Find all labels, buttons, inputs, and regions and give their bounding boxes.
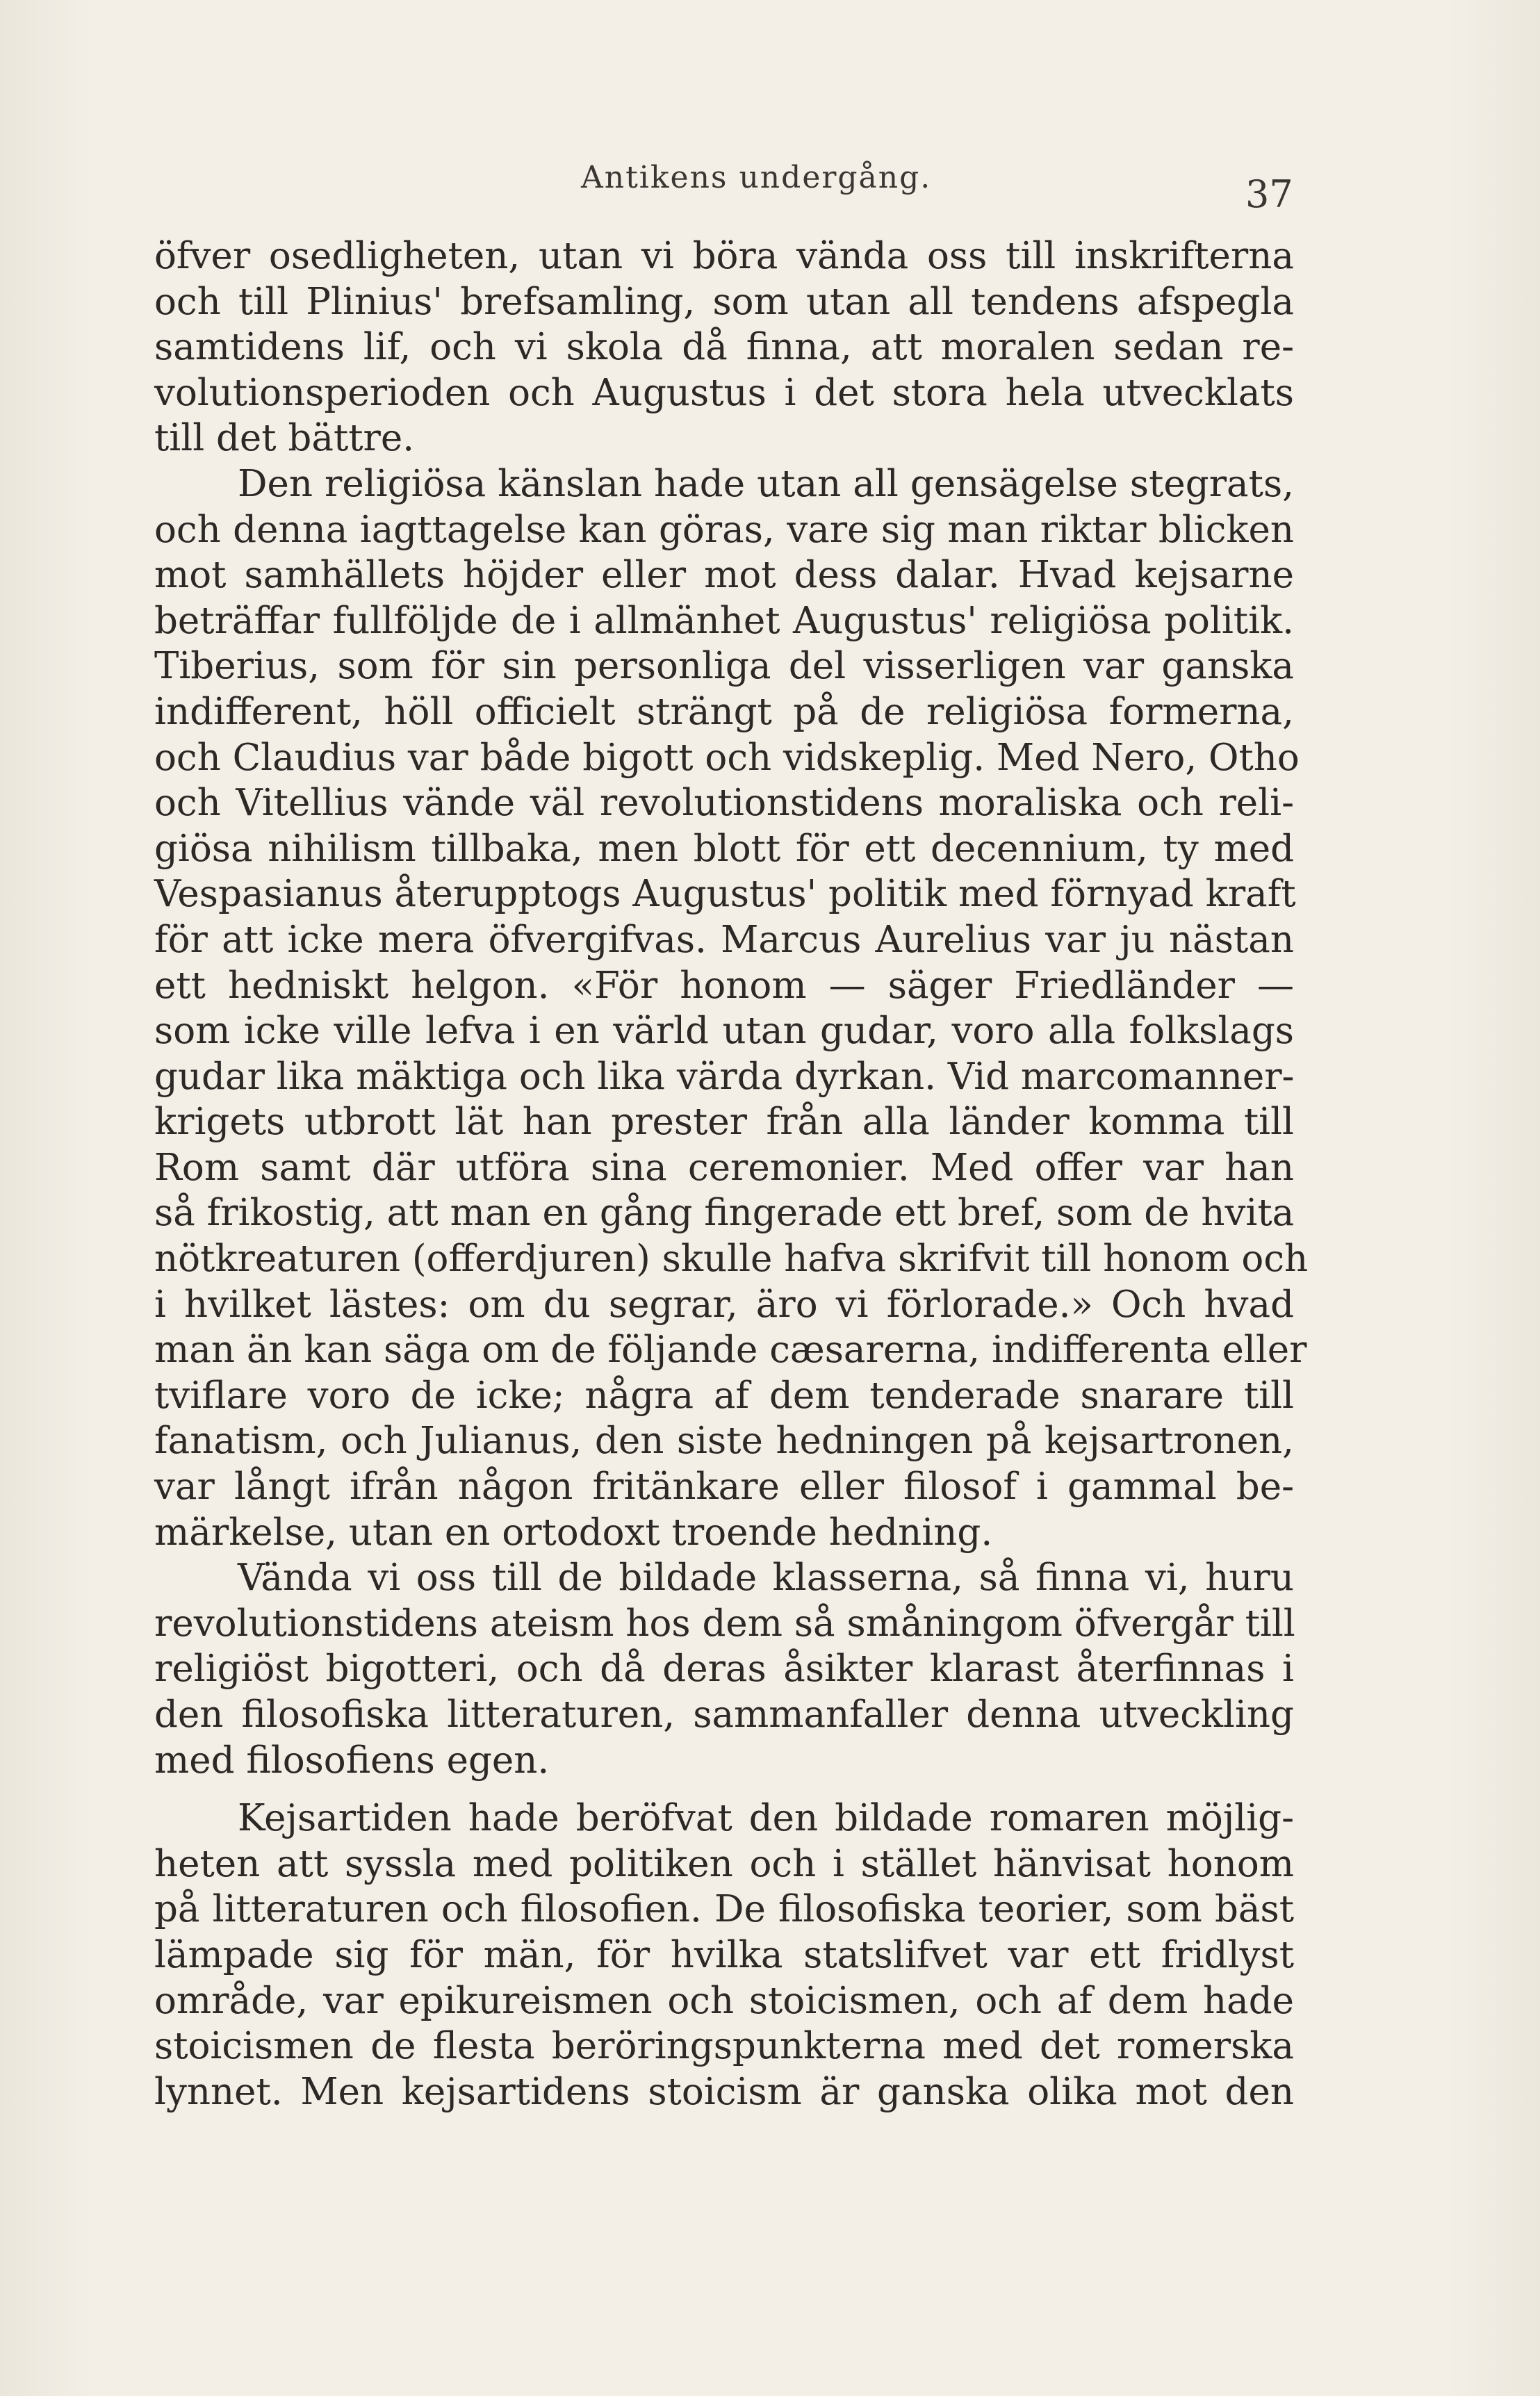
- text-line: så frikostig, att man en gång fingerade ett bref, som de hvita: [154, 1192, 1295, 1235]
- text-line: öfver osedligheten, utan vi böra vända oss till inskrifterna: [154, 235, 1294, 277]
- text-line: Den religiösa känslan hade utan all gensägelse stegrats,: [238, 462, 1294, 505]
- text-line: Tiberius, som för sin personliga del visserligen var ganska: [154, 645, 1294, 688]
- text-line: volutionsperioden och Augustus i det stora hela utvecklats: [154, 371, 1294, 414]
- text-line: giösa nihilism tillbaka, men blott för ett decennium, ty med: [154, 827, 1294, 870]
- text-line: Vända vi oss till de bildade klasserna, så finna vi, huru: [238, 1557, 1294, 1600]
- text-line: den filosofiska litteraturen, sammanfaller denna utveckling: [154, 1693, 1294, 1736]
- text-line: och Claudius var både bigott och vidskeplig. Med Nero, Otho: [154, 736, 1300, 779]
- text-line: man än kan säga om de följande cæsarerna, indifferenta eller: [154, 1329, 1307, 1372]
- text-line: tviflare voro de icke; några af dem tenderade snarare till: [154, 1374, 1294, 1417]
- text-line: och till Plinius' brefsamling, som utan all tendens afspegla: [154, 280, 1294, 323]
- text-line: och Vitellius vände väl revolutionstidens moraliska och reli-: [154, 782, 1294, 825]
- text-line: område, var epikureismen och stoicismen, och af dem hade: [154, 1979, 1294, 2022]
- text-line: krigets utbrott lät han prester från alla länder komma till: [154, 1101, 1294, 1144]
- text-line: för att icke mera öfvergifvas. Marcus Aurelius var ju nästan: [154, 918, 1294, 961]
- paragraph: [154, 1796, 1294, 2115]
- text-line: på litteraturen och filosofien. De filosofiska teorier, som bäst: [154, 1888, 1294, 1931]
- paragraph: [154, 461, 1309, 1555]
- text-line: stoicismen de flesta beröringspunkterna med det romerska: [154, 2025, 1294, 2068]
- body-text: [154, 233, 1309, 2115]
- text-line: mot samhällets höjder eller mot dess dalar. Hvad kejsarne: [154, 554, 1294, 597]
- text-line: fanatism, och Julianus, den siste hedningen på kejsartronen,: [154, 1420, 1294, 1463]
- text-line: till det bättre.: [154, 417, 415, 460]
- text-line: lämpade sig för män, för hvilka statslifvet var ett fridlyst: [154, 1933, 1294, 1976]
- text-line: samtidens lif, och vi skola då finna, att moralen sedan re-: [154, 326, 1294, 369]
- text-line: med filosofiens egen.: [154, 1739, 550, 1782]
- text-line: beträffar fullföljde de i allmänhet Augustus' religiösa politik.: [154, 599, 1294, 642]
- text-line: nötkreaturen (offerdjuren) skulle hafva skrifvit till honom och: [154, 1238, 1309, 1281]
- page-header: [0, 154, 1540, 216]
- text-line: religiöst bigotteri, och då deras åsikter klarast återfinnas i: [154, 1648, 1294, 1691]
- paragraph: [154, 1555, 1294, 1783]
- text-line: och denna iagttagelse kan göras, vare sig man riktar blicken: [154, 508, 1294, 551]
- text-line: märkelse, utan en ortodoxt troende hedning.: [154, 1511, 993, 1554]
- text-line: i hvilket lästes: om du segrar, äro vi förlorade.» Och hvad: [154, 1283, 1294, 1326]
- text-line: Vespasianus återupptogs Augustus' politik med förnyad kraft: [154, 873, 1296, 916]
- paragraph-gap: [154, 1783, 1294, 1796]
- text-line: var långt ifrån någon fritänkare eller filosof i gammal be-: [154, 1466, 1294, 1509]
- page-number: 37: [1245, 172, 1293, 216]
- text-line: ett hedniskt helgon. «För honom — säger Friedländer —: [154, 964, 1294, 1007]
- running-title: Antikens undergång.: [581, 160, 932, 195]
- text-line: Kejsartiden hade beröfvat den bildade romaren möjlig-: [238, 1797, 1294, 1840]
- text-line: heten att syssla med politiken och i stället hänvisat honom: [154, 1842, 1294, 1885]
- text-line: som icke ville lefva i en värld utan gudar, voro alla folkslags: [154, 1010, 1294, 1053]
- text-line: revolutionstidens ateism hos dem så småningom öfvergår till: [154, 1602, 1295, 1645]
- text-line: gudar lika mäktiga och lika värda dyrkan. Vid marcomanner-: [154, 1055, 1295, 1098]
- paragraph: [154, 233, 1294, 461]
- text-line: indifferent, höll officielt strängt på de religiösa formerna,: [154, 690, 1294, 733]
- text-line: lynnet. Men kejsartidens stoicism är ganska olika mot den: [154, 2070, 1294, 2113]
- text-line: Rom samt där utföra sina ceremonier. Med offer var han: [154, 1146, 1294, 1189]
